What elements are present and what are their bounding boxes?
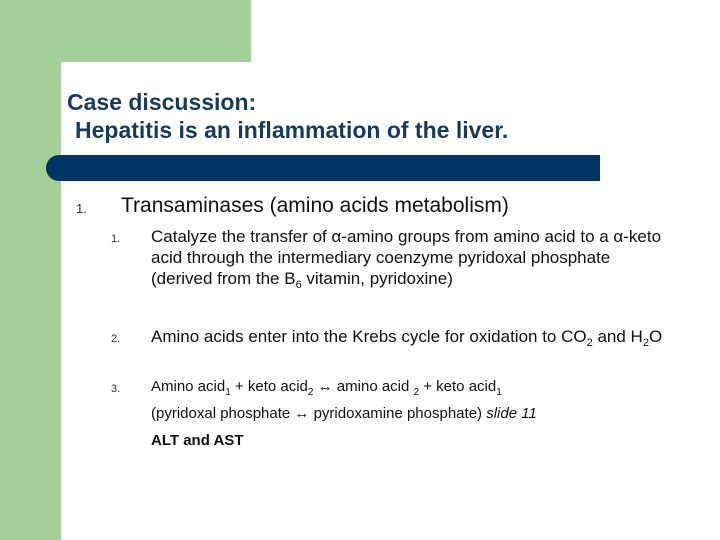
list-item: Amino acids enter into the Krebs cycle for oxidation to $CO_2$ and $H_2O$: [151, 327, 663, 349]
slide-title: [67, 88, 508, 144]
list-item: [151, 373, 671, 454]
title-line-1: Case discussion:: [67, 89, 257, 115]
main-point: Transaminases (amino acids metabolism): [121, 194, 509, 217]
decorative-green-sidebar: [0, 0, 61, 540]
slide-reference: slide 11: [486, 405, 537, 422]
list-item: Catalyze the transfer of α-amino groups from amino acid to a α-keto acid through the intermediary coenzyme pyridoxal phosphate (derived from the $B_6$ vitamin, pyridoxine): [151, 227, 662, 291]
list-number: 3.: [111, 383, 121, 395]
list-number: 1.: [111, 233, 121, 245]
list-number: 1.: [76, 201, 87, 216]
title-underline-bar: [46, 155, 600, 181]
list-number: 2.: [111, 333, 121, 345]
enzyme-names: ALT and AST: [151, 432, 244, 449]
coenzyme-line: (pyridoxal phosphate ↔ pyridoxamine phosphate) slide 11: [151, 405, 537, 422]
equation-line: Amino acid$_1$ + keto acid$_2$ ↔ amino acid $_2$ + keto acid$_1$: [151, 378, 502, 398]
title-line-2: Hepatitis is an inflammation of the liver.: [75, 117, 509, 143]
